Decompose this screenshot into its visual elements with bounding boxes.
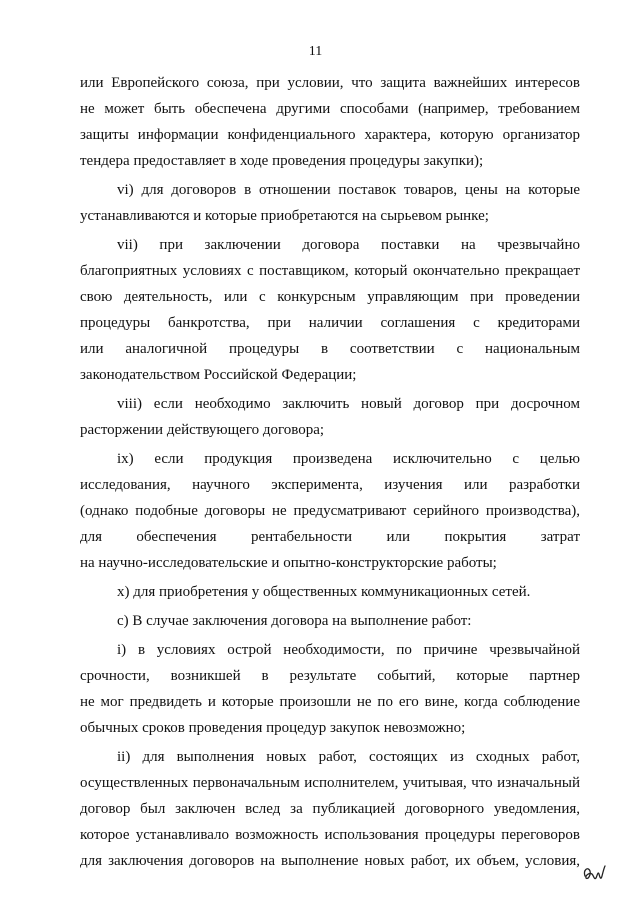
text-line: осуществленных первоначальным исполнителем, учитывая, что изначальный [80, 775, 580, 791]
paragraph [80, 177, 580, 229]
text-line: законодательством Российской Федерации; [80, 367, 357, 383]
text-line: которое устанавливало возможность использования процедуры переговоров [80, 827, 580, 843]
text-line: договор был заключен вслед за публикацией договорного уведомления, [80, 801, 580, 817]
text-line: (однако подобные договоры не предусматривают серийного производства), [80, 503, 580, 519]
text-line: c) В случае заключения договора на выполнение работ: [117, 613, 472, 629]
text-line: для обеспечения рентабельности или покрытия затрат [80, 529, 580, 545]
text-line: срочности, возникшей в результате событий, которые партнер [80, 668, 580, 684]
paragraph [80, 446, 580, 576]
text-line: тендера предоставляет в ходе проведения процедуры закупки); [80, 153, 484, 169]
text-line: свою деятельность, или с конкурсным управляющим при проведении [80, 289, 580, 305]
text-line: или Европейского союза, при условии, что защита важнейших интересов [80, 75, 580, 91]
paragraph [80, 637, 580, 741]
paragraph [80, 744, 580, 874]
paragraph [80, 579, 580, 605]
text-line: исследования, научного эксперимента, изучения или разработки [80, 477, 580, 493]
paragraph [80, 232, 580, 388]
text-line: защиты информации конфиденциального характера, которую организатор [80, 127, 580, 143]
text-line: vii) при заключении договора поставки на чрезвычайно [117, 237, 580, 253]
text-line: не может быть обеспечена другими способами (например, требованием [80, 101, 580, 117]
text-line: обычных сроков проведения процедур закупок невозможно; [80, 720, 466, 736]
text-line: или аналогичной процедуры в соответствии с национальным [80, 341, 580, 357]
paragraph [80, 608, 580, 634]
text-line: viii) если необходимо заключить новый договор при досрочном [117, 396, 580, 412]
paragraph [80, 391, 580, 443]
text-line: i) в условиях острой необходимости, по причине чрезвычайной [117, 642, 580, 658]
document-body [80, 70, 580, 874]
text-line: ii) для выполнения новых работ, состоящих из сходных работ, [117, 749, 580, 765]
text-line: благоприятных условиях с поставщиком, который окончательно прекращает [80, 263, 580, 279]
text-line: расторжении действующего договора; [80, 422, 325, 438]
text-line: процедуры банкротства, при наличии соглашения с кредиторами [80, 315, 580, 331]
paragraph [80, 70, 580, 174]
text-line: x) для приобретения у общественных коммуникационных сетей. [117, 584, 531, 600]
text-line: vi) для договоров в отношении поставок товаров, цены на которые [117, 182, 580, 198]
text-line: не мог предвидеть и которые произошли не по его вине, когда соблюдение [80, 694, 580, 710]
page-number: 11 [308, 44, 323, 59]
text-line: для заключения договоров на выполнение новых работ, их объем, условия, [80, 853, 580, 869]
handwritten-initials-icon [582, 862, 608, 884]
text-line: на научно-исследовательские и опытно-конструкторские работы; [80, 555, 497, 571]
text-line: устанавливаются и которые приобретаются на сырьевом рынке; [80, 208, 489, 224]
text-line: ix) если продукция произведена исключительно с целью [117, 451, 580, 467]
